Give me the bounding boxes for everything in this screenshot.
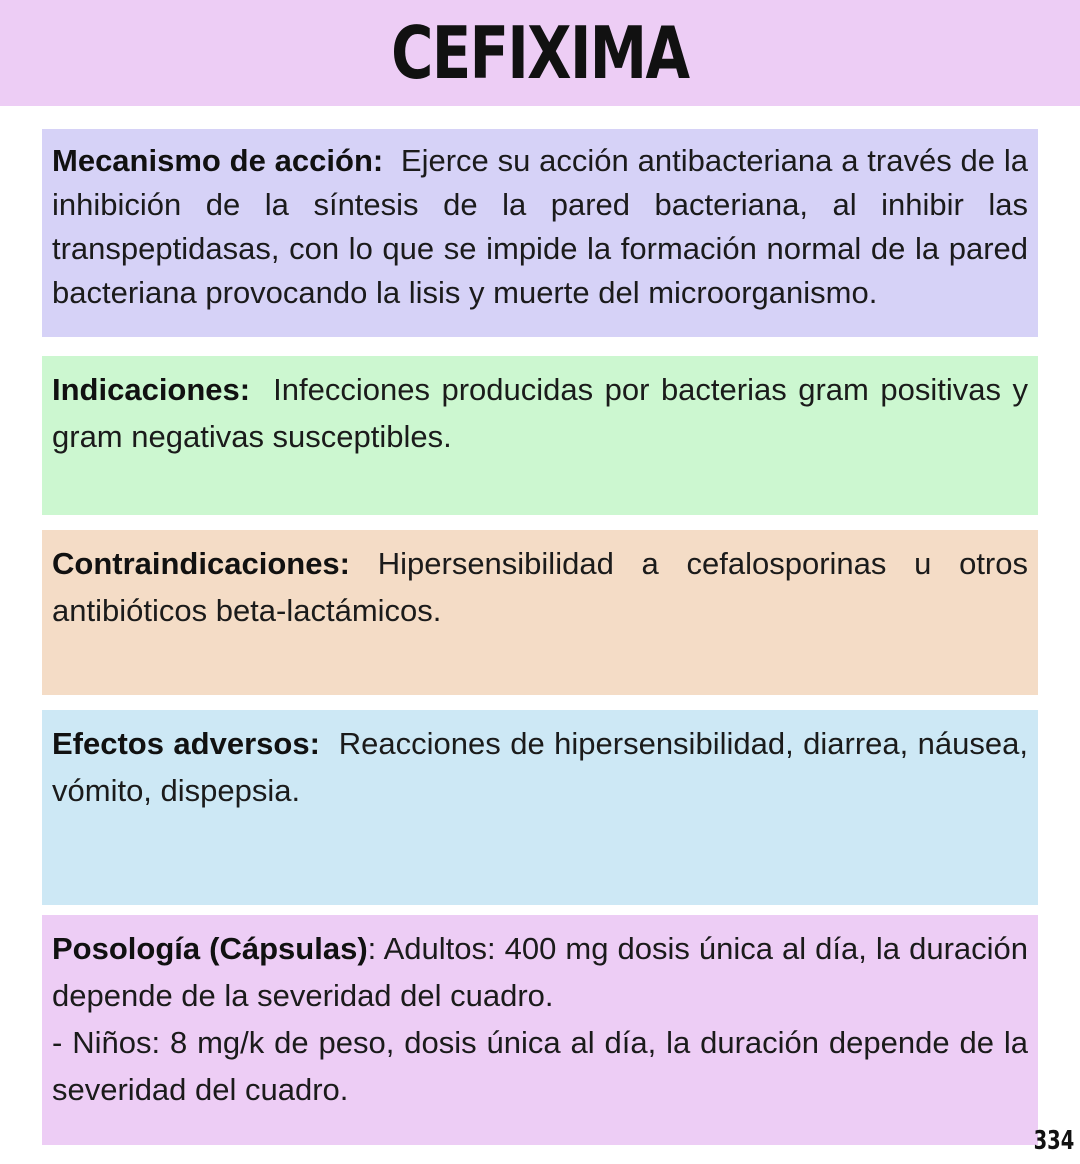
posologia-text-ninos: - Niños: 8 mg/k de peso, dosis única al día, la duración depende de la severidad del cuadro. xyxy=(52,1025,1028,1107)
efectos-text: Reacciones de hipersensibilidad, diarrea, náusea, vómito, dispepsia. xyxy=(52,726,1029,808)
posologia-paragraph-ninos xyxy=(52,1019,1028,1113)
posologia-label: Posología (Cápsulas) xyxy=(52,931,368,966)
page-title: CEFIXIMA xyxy=(391,11,689,95)
section-mecanismo xyxy=(42,129,1038,337)
mecanismo-text: Ejerce su acción antibacteriana a través de la inhibición de la síntesis de la pared bacteriana, al inhibir las transpeptidasas, con lo que se impide la formación normal de la pared bacteriana provocando la lisis y muerte del microorganismo. xyxy=(52,143,1028,310)
title-banner xyxy=(0,0,1080,106)
section-indicaciones xyxy=(42,356,1038,515)
contraindicaciones-text: Hipersensibilidad a cefalosporinas u otros antibióticos beta-lactámicos. xyxy=(52,546,1028,628)
efectos-paragraph xyxy=(52,720,1028,814)
posologia-paragraph xyxy=(52,925,1028,1019)
section-efectos-adversos xyxy=(42,710,1038,905)
section-posologia xyxy=(42,915,1038,1145)
section-contraindicaciones xyxy=(42,530,1038,695)
contraindicaciones-paragraph xyxy=(52,540,1028,634)
mecanismo-label: Mecanismo de acción: xyxy=(52,143,384,178)
contraindicaciones-label: Contraindicaciones: xyxy=(52,546,350,581)
indicaciones-text: Infecciones producidas por bacterias gram positivas y gram negativas susceptibles. xyxy=(52,372,1028,454)
indicaciones-paragraph xyxy=(52,366,1028,460)
posologia-text-adultos: : Adultos: 400 mg dosis única al día, la duración depende de la severidad del cuadro. xyxy=(52,931,1028,1013)
mecanismo-paragraph xyxy=(52,139,1028,315)
page-number: 334 xyxy=(1033,1126,1074,1156)
efectos-label: Efectos adversos: xyxy=(52,726,320,761)
indicaciones-label: Indicaciones: xyxy=(52,372,251,407)
